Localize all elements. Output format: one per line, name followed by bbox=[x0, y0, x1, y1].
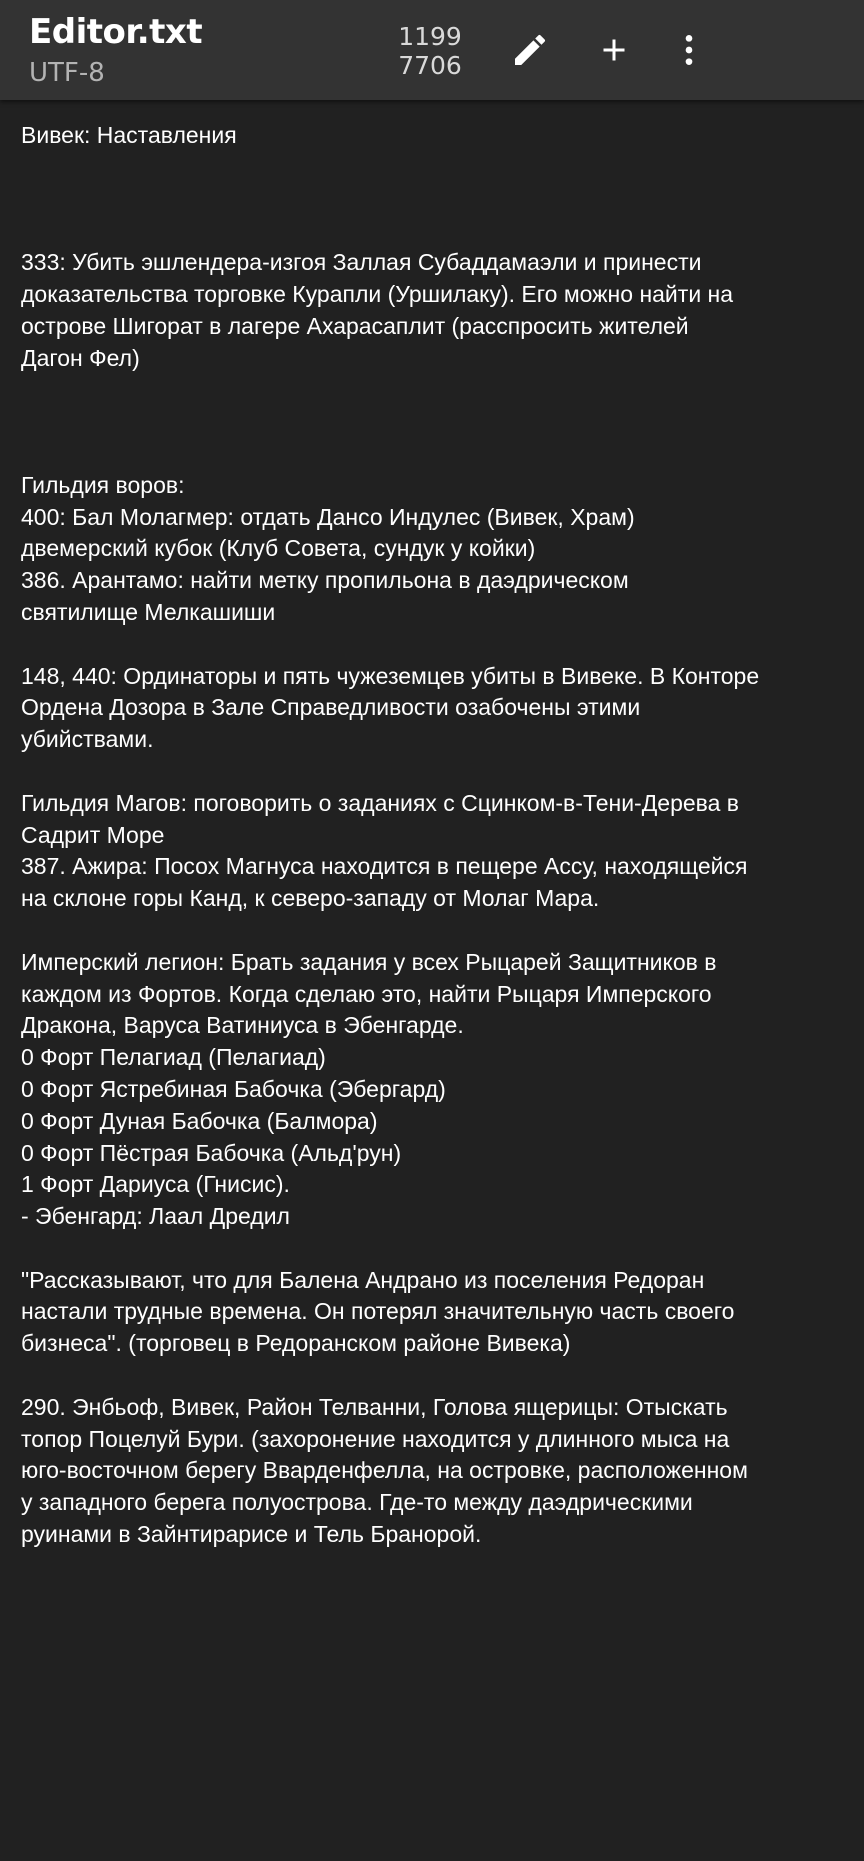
file-encoding[interactable]: UTF-8 bbox=[29, 58, 105, 88]
edit-button[interactable] bbox=[502, 22, 558, 78]
text-counter bbox=[398, 22, 462, 80]
char-count: 7706 bbox=[398, 51, 462, 80]
file-title: Editor.txt bbox=[29, 12, 203, 52]
pencil-icon bbox=[510, 30, 550, 70]
plus-icon bbox=[596, 32, 632, 68]
more-vert-icon bbox=[669, 30, 709, 70]
add-button[interactable] bbox=[586, 22, 642, 78]
overflow-menu-button[interactable] bbox=[661, 22, 717, 78]
editor-content[interactable]: Вивек: Наставления 333: Убить эшлендера-изгоя Заллая Субаддамаэли и принести доказательства торговке Курапли (Уршилаку). Его можно найти на острове Шигорат в лагере Ахарасаплит (расспросить жителей Дагон Фел) Гильдия воров: 400: Бал Молагмер: отдать Дансо Индулес (Вивек, Храм) двемерский кубок (Клуб Совета, сундук у койки) 386. Арантамо: найти метку пропильона в даэдрическом святилище Мелкашиши 148, 440: Ординаторы и пять чужеземцев убиты в Вивеке. В Конторе Ордена Дозора в Зале Справедливости озабочены этими убийствами. Гильдия Магов: поговорить о заданиях с Сцинком-в-Тени-Дерева в Садрит Море 387. Ажира: Посох Магнуса находится в пещере Ассу, находящейся на склоне горы Канд, к северо-западу от Молаг Мара. Имперский легион: Брать задания у всех Рыцарей Защитников в каждом из Фортов. Когда сделаю это, найти Рыцаря Имперского Дракона, Варуса Ватиниуса в Эбенгарде. 0 Форт Пелагиад (Пелагиад) 0 Форт Ястребиная Бабочка (Эбергард) 0 Форт Дуная Бабочка (Балмора) 0 Форт Пёстрая Бабочка (Альд'рун) 1 Форт Дариуса (Гнисис). - Эбенгард: Лаал Дредил "Рассказывают, что для Балена Андрано из поселения Редоран настали трудные времена. Он потерял значительную часть своего бизнеса". (торговец в Редоранском районе Вивека) 290. Энбьоф, Вивек, Район Телванни, Голова ящерицы: Отыскать топор Поцелуй Бури. (захоронение находится у длинного мыса на юго-восточном берегу Вварденфелла, на островке, расположенном у западного берега полуострова. Где-то между даэдрическими руинами в Зайнтирарисе и Тель Бранорой. bbox=[21, 122, 760, 1548]
line-count: 1199 bbox=[398, 22, 462, 51]
app-bar bbox=[0, 0, 864, 100]
text-editor[interactable] bbox=[0, 100, 864, 1861]
